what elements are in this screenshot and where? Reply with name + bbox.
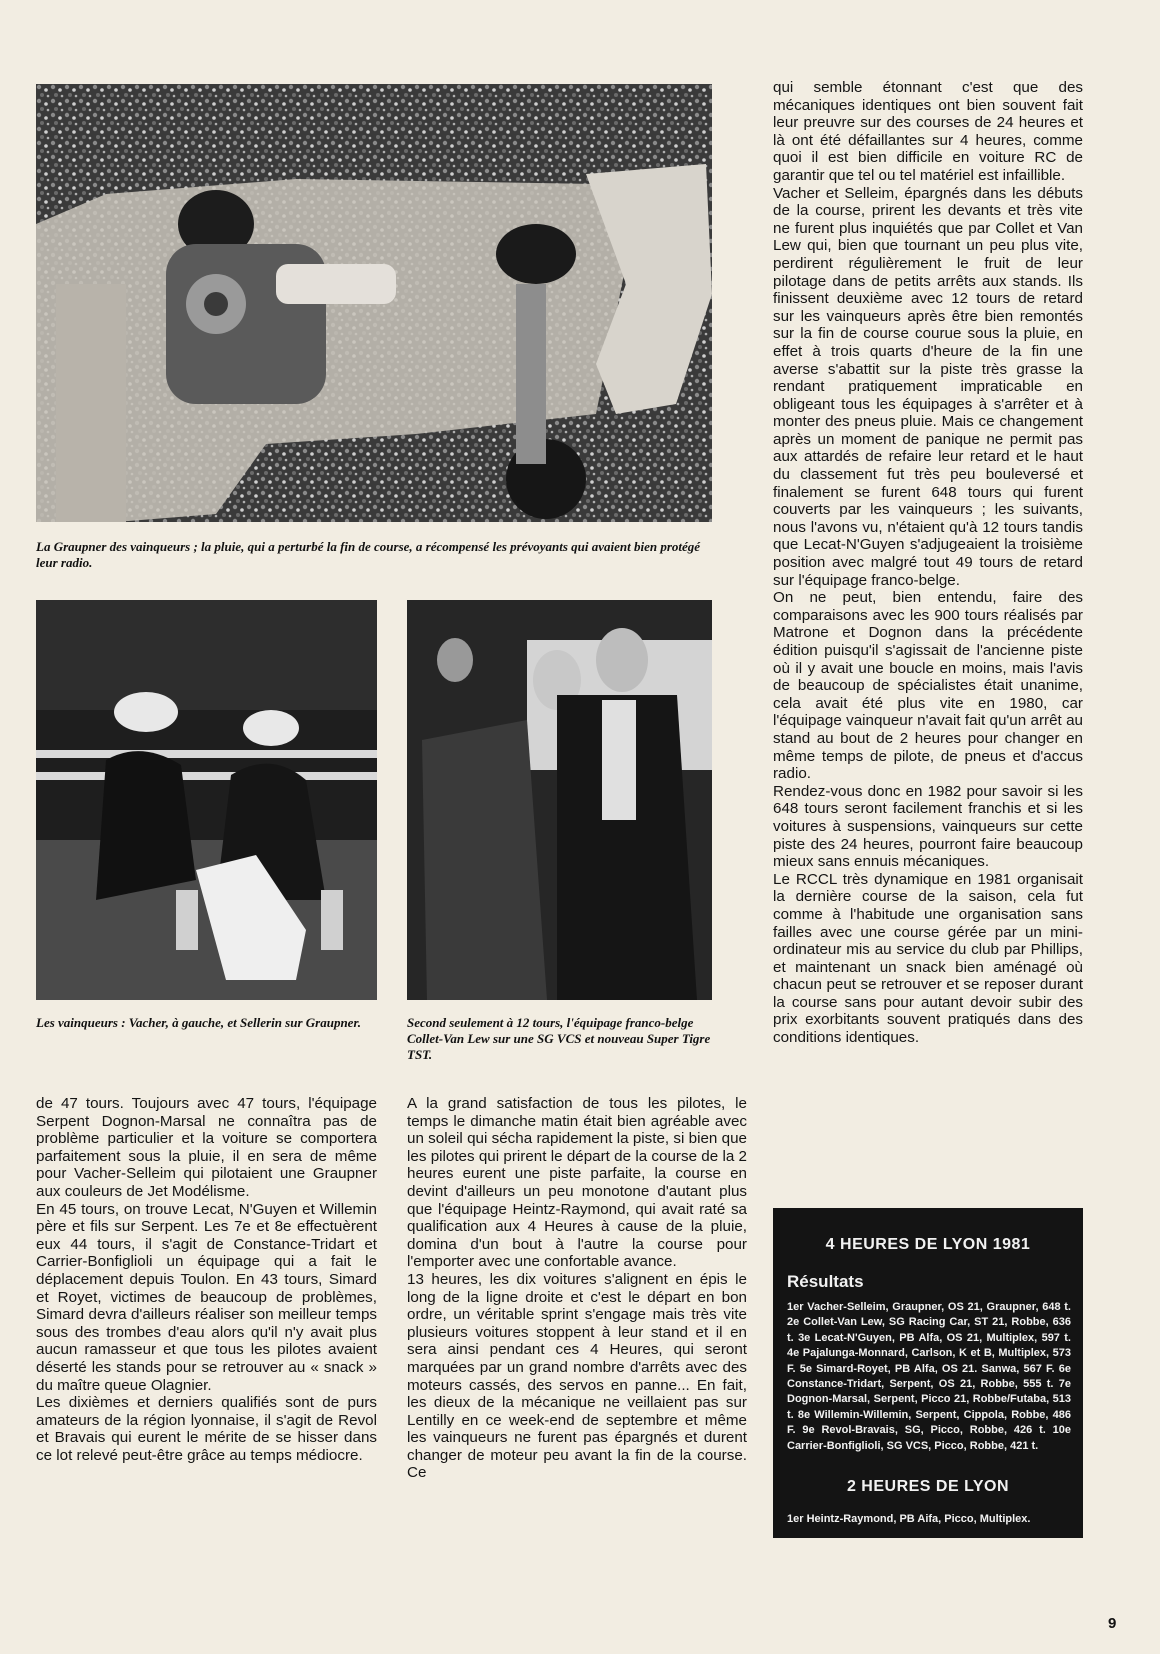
paragraph: On ne peut, bien entendu, faire des comparaisons avec les 900 tours réalisés par Matrone et Dognon dans la précédente édition puisqu'il s'agissait de l'ancienne piste où il y avait une boucle en moins, mais l'avis de beaucoup de spécialistes était unanime, cela avait été plus vite en 1980, car l'équipage vainqueur n'avait fait qu'un arrêt au stand au bout de 2 heures pour changer en même temps de pilote, de pneus et d'accus radio. (773, 589, 1083, 783)
page-number: 9 (1108, 1615, 1117, 1632)
article-column-left (36, 1095, 377, 1464)
results-list-2h: 1er Heintz-Raymond, PB Aifa, Picco, Multiplex. (787, 1513, 1031, 1525)
paragraph: qui semble étonnant c'est que des mécaniques identiques ont bien souvent fait leur preuvre sur des courses de 24 heures et là ont été défaillantes sur 4 heures, comme quoi il est bien difficile en voiture RC de garantir que tel ou tel matériel est infaillible. (773, 79, 1083, 184)
paragraph: En 45 tours, on trouve Lecat, N'Guyen et Willemin père et fils sur Serpent. Les 7e et 8e effectuèrent eux 44 tours, il s'agit de Constance-Tridart et Carrier-Bonfiglioli un équipage qui a fait le déplacement depuis Toulon. En 43 tours, Simard et Royet, victimes de beaucoup de problèmes, Simard devra d'ailleurs réaliser son meilleur temps sous des trombes d'eau alors qu'il n'y avait plus aucun ramasseur et que tous les pilotes avaient déserté les stands pour se retrouver au « snack » du maître queue Olagnier. (36, 1200, 377, 1394)
results-list: 1er Vacher-Selleim, Graupner, OS 21, Graupner, 648 t. 2e Collet-Van Lew, SG Racing Car, ST 21, Robbe, 636 t. 3e Lecat-N'Guyen, PB Alfa, OS 21, Multiplex, 597 t. 4e Pajalunga-Monnard, Carlson, K et B, Multiplex, 573 F. 5e Simard-Royet, PB Alfa, OS 21. Sanwa, 567 F. 6e Constance-Tridart, Serpent, OS 21, Robbe, 555 t. 7e Dognon-Marsal, Serpent, Picco 21, Robbe/Futaba, 513 t. 8e Willemin-Willemin, Serpent, Cippola, Robbe, 486 F. 9e Revol-Bravais, SG, Picco, Robbe, 426 t. 10e Carrier-Bonfiglioli, SG VCS, Picco, Robbe, 421 t. (787, 1301, 1071, 1452)
caption-right-photo: Second seulement à 12 tours, l'équipage franco-belge Collet-Van Lew sur une SG VCS et nouveau Super Tigre TST. (407, 1015, 711, 1062)
paragraph: Vacher et Selleim, épargnés dans les débuts de la course, prirent les devants et très vite ne furent plus inquiétés que par Collet et Van Lew qui, bien que tournant un peu plus vite, perdirent régulièrement le fruit de leur pilotage dans de petits arrêts aux stands. Ils finissent deuxième avec 12 tours de retard sur les vainqueurs après être bien remontés sur la fin de course courue sous la pluie, en effet à trois quarts d'heure de la fin une averse s'abattit sur la piste très grasse la rendant pratiquement impraticable en obligeant tous les équipages à s'arrêter et à monter des pneus pluie. Mais ce changement après un moment de panique ne permit pas aux attardés de refaire leur retard et le haut du classement fut très peu bouleversé et finalement se furent 648 tours qui furent couverts par les vainqueurs ; les suivants, nous l'avons vu, n'étaient qu'à 12 tours tandis que Lecat-N'Guyen s'adjugeaient la troisième position avec malgré tout 49 tours de retard sur l'équipage franco-belge. (773, 184, 1083, 589)
paragraph: 13 heures, les dix voitures s'alignent en épis le long de la ligne droite et c'est le départ en bon ordre, un véritable sprint s'engage mais très vite plusieurs voitures stoppent à leur stand et il en sera ainsi pendant ces 4 Heures, qui seront marquées par un grand nombre d'arrêts avec des moteurs cassés, des servos en panne... En fait, les dieux de la mécanique ne veillaient pas sur Lentilly en ce week-end de septembre et même les vainqueurs ne furent pas épargnés et durent changer de moteur peu avant la fin de la course. Ce (407, 1270, 747, 1482)
results-title-2h: 2 HEURES DE LYON (846, 1478, 1010, 1495)
photo-winners (36, 600, 377, 1000)
paragraph: Rendez-vous donc en 1982 pour savoir si les 648 tours seront facilement franchis et si les voitures à suspensions, vainqueurs sur cette piste des 24 heures, pourront faire beaucoup mieux sans ennuis mécaniques. (773, 782, 1083, 871)
paragraph: de 47 tours. Toujours avec 47 tours, l'équipage Serpent Dognon-Marsal ne connaîtra pas de problème particulier et la voiture se comportera parfaitement sous la pluie, il en sera de même pour Vacher-Selleim qui pilotaient une Graupner aux couleurs de Jet Modélisme. (36, 1095, 377, 1200)
photo-second-team (407, 600, 712, 1000)
article-column-right (773, 79, 1083, 1047)
results-box (773, 1208, 1083, 1538)
caption-left-photo: Les vainqueurs : Vacher, à gauche, et Sellerin sur Graupner. (36, 1015, 362, 1030)
paragraph: Le RCCL très dynamique en 1981 organisait la dernière course de la saison, cela fut comme à l'habitude une organisation sans failles avec une course gérée par un mini-ordinateur mis au service du club par Phillips, et maintenant un snack bien aménagé où chacun peut se retrouver et se reposer durant la course sans pour autant devoir subir des prix exorbitants souvent pratiqués dans des conditions identiques. (773, 870, 1083, 1047)
photo-graupner-car (36, 84, 712, 522)
article-column-middle (407, 1095, 747, 1482)
caption-top-photo: La Graupner des vainqueurs ; la pluie, qui a perturbé la fin de course, a récompensé les prévoyants qui avaient bien protégé leur radio. (36, 539, 701, 570)
paragraph: A la grand satisfaction de tous les pilotes, le temps le dimanche matin était bien agréable avec un soleil qui sécha rapidement la piste, si bien que les pilotes qui prirent le départ de la course de la 2 heures eurent une piste parfaite, la course en devint d'ailleurs un peu monotone d'autant plus que l'équipage Heintz-Raymond, qui avait raté sa qualification aux 4 Heures à cause de la pluie, domina d'un bout à l'autre la course pour l'emporter avec une confortable avance. (407, 1095, 747, 1271)
paragraph: Les dixièmes et derniers qualifiés sont de purs amateurs de la région lyonnaise, il s'agit de Revol et Bravais qui eurent le mérite de se hisser dans ce lot relevé peut-être grâce au temps médiocre. (36, 1394, 377, 1464)
results-subtitle: Résultats (787, 1272, 864, 1291)
results-title: 4 HEURES DE LYON 1981 (825, 1236, 1031, 1253)
